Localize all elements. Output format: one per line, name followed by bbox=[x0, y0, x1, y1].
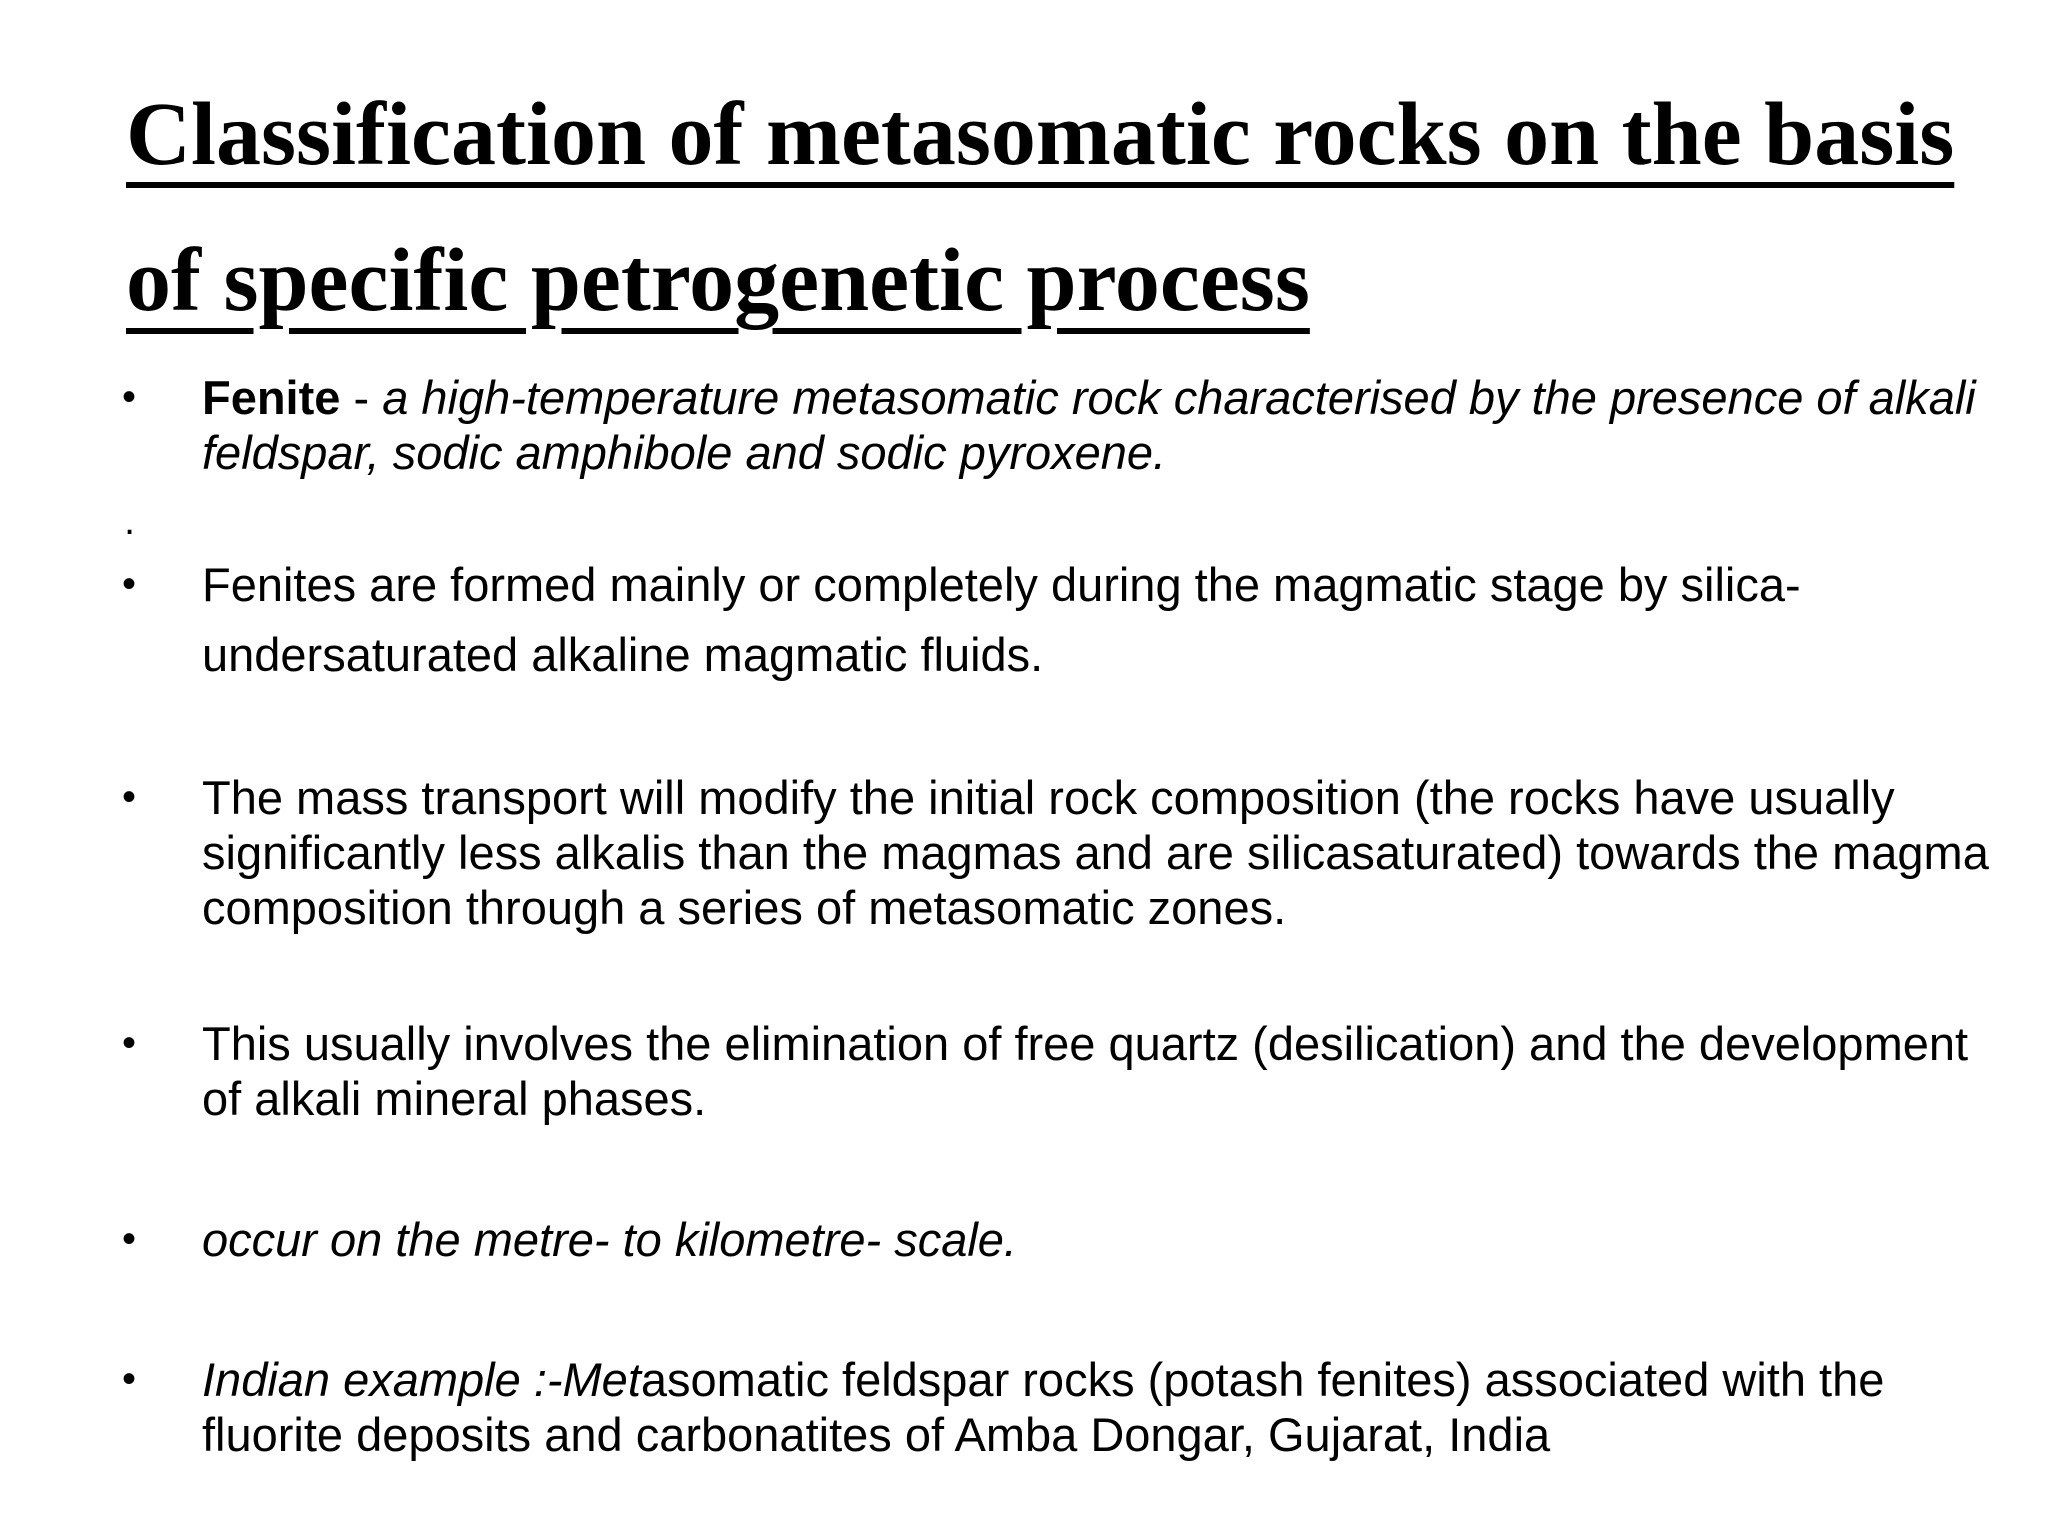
bullet-icon: • bbox=[122, 1217, 137, 1261]
bullet-icon: • bbox=[122, 1021, 137, 1065]
bullet-icon: • bbox=[122, 1357, 137, 1401]
term-separator: - bbox=[340, 371, 383, 424]
bullet-text bbox=[202, 370, 2002, 480]
bullet-text: occur on the metre- to kilometre- scale. bbox=[202, 1213, 1017, 1266]
bullet-text bbox=[202, 1352, 2002, 1462]
bullet-icon: • bbox=[122, 562, 137, 606]
bullet-icon: • bbox=[122, 775, 137, 819]
slide-title: Classification of metasomatic rocks on the basis of specific petrogenetic process bbox=[126, 85, 1955, 330]
bullet-icon: • bbox=[122, 375, 137, 419]
example-label: Indian example :-Met bbox=[202, 1353, 641, 1406]
bullet-text: Fenites are formed mainly or completely during the magmatic stage by silica-undersaturated alkaline magmatic fluids. bbox=[202, 558, 1801, 681]
term-definition: a high-temperature metasomatic rock characterised by the presence of alkali feldspar, sodic amphibole and sodic pyroxene. bbox=[202, 371, 1976, 479]
term-fenite: Fenite bbox=[202, 371, 341, 424]
bullet-text: The mass transport will modify the initial rock composition (the rocks have usually significantly less alkalis than the magmas and are silicasaturated) towards the magma composition through a series of metasomatic zones. bbox=[202, 771, 1989, 934]
bullet-text: This usually involves the elimination of free quartz (desilication) and the development of alkali mineral phases. bbox=[202, 1017, 1969, 1125]
example-text: asomatic feldspar rocks (potash fenites) associated with the fluorite deposits and carbonatites of Amba Dongar, Gujarat, India bbox=[202, 1353, 1885, 1461]
stray-dot: . bbox=[124, 499, 136, 543]
